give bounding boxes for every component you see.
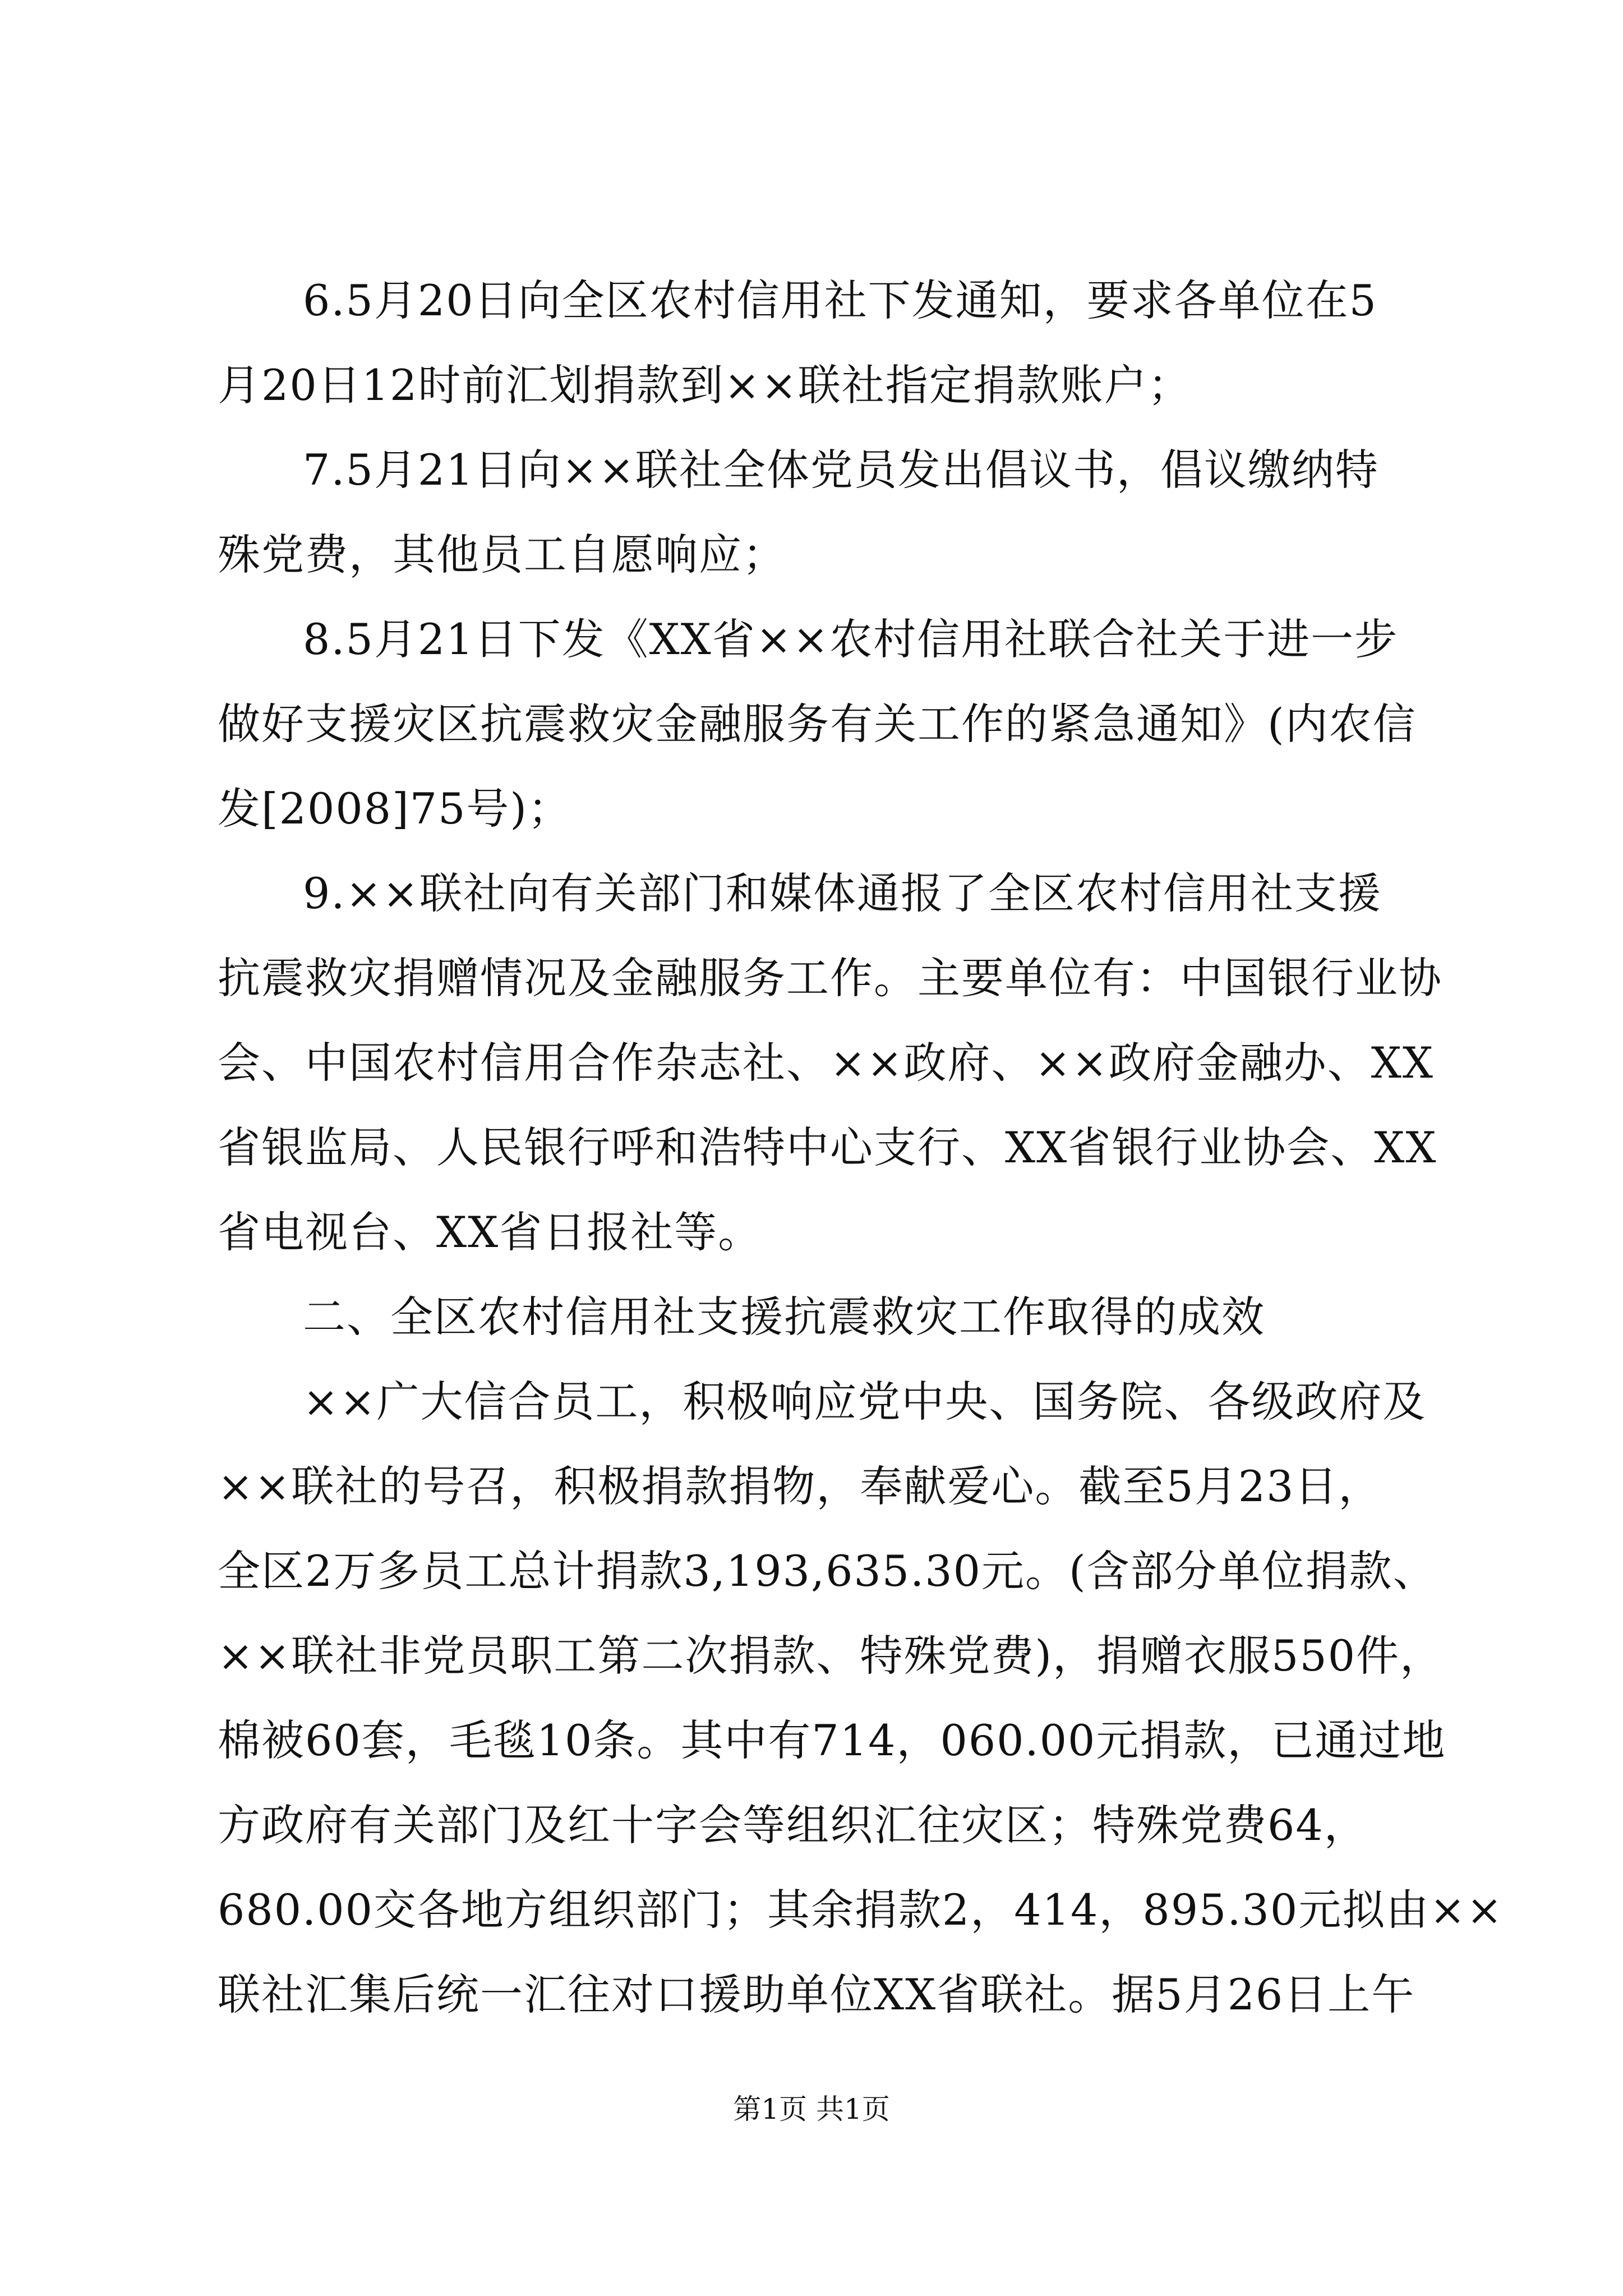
paragraph-item-7-line-2: 殊党费，其他员工自愿响应； <box>218 530 786 579</box>
page-footer: 第1页 共1页 <box>733 2093 890 2125</box>
paragraph-results-line-8: 联社汇集后统一汇往对口援助单位XX省联社。据5月26日上午 <box>218 1970 1415 2019</box>
paragraph-item-8-line-2: 做好支援灾区抗震救灾金融服务有关工作的紧急通知》(内农信 <box>218 699 1417 749</box>
paragraph-item-9-line-5: 省电视台、XX省日报社等。 <box>218 1207 762 1257</box>
document-body <box>218 258 1504 2037</box>
paragraph-results-line-1: ××广大信合员工，积极响应党中央、国务院、各级政府及 <box>303 1377 1427 1427</box>
paragraph-results-line-2: ××联社的号召，积极捐款捐物，奉献爱心。截至5月23日， <box>218 1461 1382 1511</box>
paragraph-item-8-line-3: 发[2008]75号)； <box>218 784 572 834</box>
paragraph-item-9-line-3: 会、中国农村信用合作杂志社、××政府、××政府金融办、XX <box>218 1038 1434 1088</box>
paragraph-item-9-line-4: 省银监局、人民银行呼和浩特中心支行、XX省银行业协会、XX <box>218 1122 1437 1172</box>
paragraph-item-8-line-1: 8.5月21日下发《XX省××农村信用社联合社关于进一步 <box>303 614 1399 664</box>
paragraph-item-9-line-2: 抗震救灾捐赠情况及金融服务工作。主要单位有：中国银行业协 <box>218 953 1442 1003</box>
paragraph-item-7-line-1: 7.5月21日向××联社全体党员发出倡议书，倡议缴纳特 <box>303 445 1379 495</box>
paragraph-results-line-5: 棉被60套，毛毯10条。其中有714，060.00元捐款，已通过地 <box>218 1715 1446 1765</box>
paragraph-results-line-4: ××联社非党员职工第二次捐款、特殊党费)，捐赠衣服550件， <box>218 1631 1444 1681</box>
section-heading: 二、全区农村信用社支援抗震救灾工作取得的成效 <box>303 1292 1265 1342</box>
paragraph-results-line-3: 全区2万多员工总计捐款3,193,635.30元。(含部分单位捐款、 <box>218 1546 1437 1596</box>
paragraph-item-6-line-1: 6.5月20日向全区农村信用社下发通知，要求各单位在5 <box>303 275 1377 325</box>
paragraph-results-line-7: 680.00交各地方组织部门；其余捐款2，414，895.30元拟由×× <box>218 1885 1504 1935</box>
paragraph-item-6-line-2: 月20日12时前汇划捐款到××联社指定捐款账户； <box>218 360 1192 410</box>
paragraph-item-9-line-1: 9.××联社向有关部门和媒体通报了全区农村信用社支援 <box>303 868 1382 918</box>
paragraph-results-line-6: 方政府有关部门及红十字会等组织汇往灾区；特殊党费64， <box>218 1800 1368 1850</box>
